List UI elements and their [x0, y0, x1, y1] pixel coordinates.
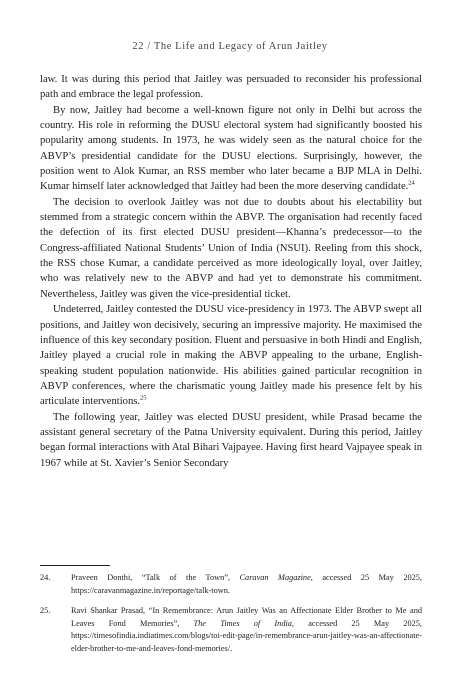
- footnote-text: [71, 605, 422, 655]
- paragraph-text: Undeterred, Jaitley contested the DUSU vice-presidency in 1973. The ABVP swept all positions, and Jaitley won decisively, securing an impressive majority. He maximised the influence of this key secondary position. Fluent and persuasive in both Hindi and English, Jaitley played a crucial role in making the ABVP appealing to the urbane, English-speaking student population nationwide. His abilities gained particular recognition in ABVP conferences, where the charismatic young Jaitley made his presence felt by his articulate interventions.: [40, 304, 422, 408]
- paragraph: [40, 195, 422, 302]
- footnote-text: [71, 572, 422, 597]
- footnote-marker[interactable]: 24: [408, 179, 415, 187]
- footnote: [40, 605, 422, 655]
- footnote-citation: Praveen Donthi, “Talk of the Town”,: [71, 573, 240, 582]
- paragraph-text: By now, Jaitley had become a well-known figure not only in Delhi but across the country. His role in reforming the DUSU electoral system had significantly boosted his popularity among students. In 1973, he was widely seen as the natural choice for the ABVP’s presidential candidate for the DUSU elections. Surprisingly, however, the position went to Alok Kumar, an RSS member who later became a BJP MLA in Delhi. Kumar himself later acknowledged that Jaitley had been the more deserving candidate.: [40, 104, 422, 193]
- footnote-source-title: The Times of India: [193, 618, 292, 628]
- paragraph: [40, 410, 422, 471]
- body-text: [40, 72, 422, 471]
- footnote-number: 25.: [40, 606, 51, 616]
- footnote-source-title: Caravan Magazine: [239, 573, 311, 582]
- footnote: [40, 572, 422, 597]
- footnote-number: 24.: [40, 573, 51, 582]
- paragraph: [40, 302, 422, 409]
- footnote-marker[interactable]: 25: [140, 394, 147, 402]
- running-head: 22 / The Life and Legacy of Arun Jaitley: [132, 41, 328, 52]
- paragraph-text: The decision to overlook Jaitley was not due to doubts about his electability but stemmed from a strategic concern within the ABVP. The organisation had recently faced the defection of its first elected DUSU president—Khanna’s predecessor—to the Congress-affiliated National Students’ Union of India (NSUI). Reeling from this shock, the RSS chose Kumar, a candidate perceived as more ideologically loyal, over Jaitley, who was relatively new to the ABVP and had yet to demonstrate his commitment. Nevertheless, Jaitley was given the vice-presidential ticket.: [40, 196, 422, 300]
- footnotes: [40, 572, 422, 664]
- paragraph-text: The following year, Jaitley was elected DUSU president, while Prasad became the assistant general secretary of the Patna University equivalent. During this period, Jaitley began formal interactions with Atal Bihari Vajpayee. Having first heard Vajpayee speak in 1967 while at St. Xavier’s Senior Secondary: [40, 411, 422, 469]
- footnote-citation-url[interactable]: , accessed 25 May 2025, https://timesofindia.indiatimes.com/blogs/toi-edit-page/in-remembrance-arun-jaitley-was-an-affectionate-elder-brother-to-me-and-leaves-fond-memories/.: [71, 618, 422, 653]
- paragraph-text: law. It was during this period that Jaitley was persuaded to reconsider his professional path and embrace the legal profession.: [40, 74, 422, 101]
- footnote-divider: [40, 565, 110, 566]
- footnote-citation: Ravi Shankar Prasad, “In Remembrance: Arun Jaitley Was an Affectionate Elder Brother to Me and Leaves Fond Memories”,: [71, 606, 422, 628]
- footnote-citation-url[interactable]: , accessed 25 May 2025, https://caravanmagazine.in/reportage/talk-town.: [71, 573, 422, 595]
- paragraph: [40, 72, 422, 103]
- paragraph: [40, 103, 422, 195]
